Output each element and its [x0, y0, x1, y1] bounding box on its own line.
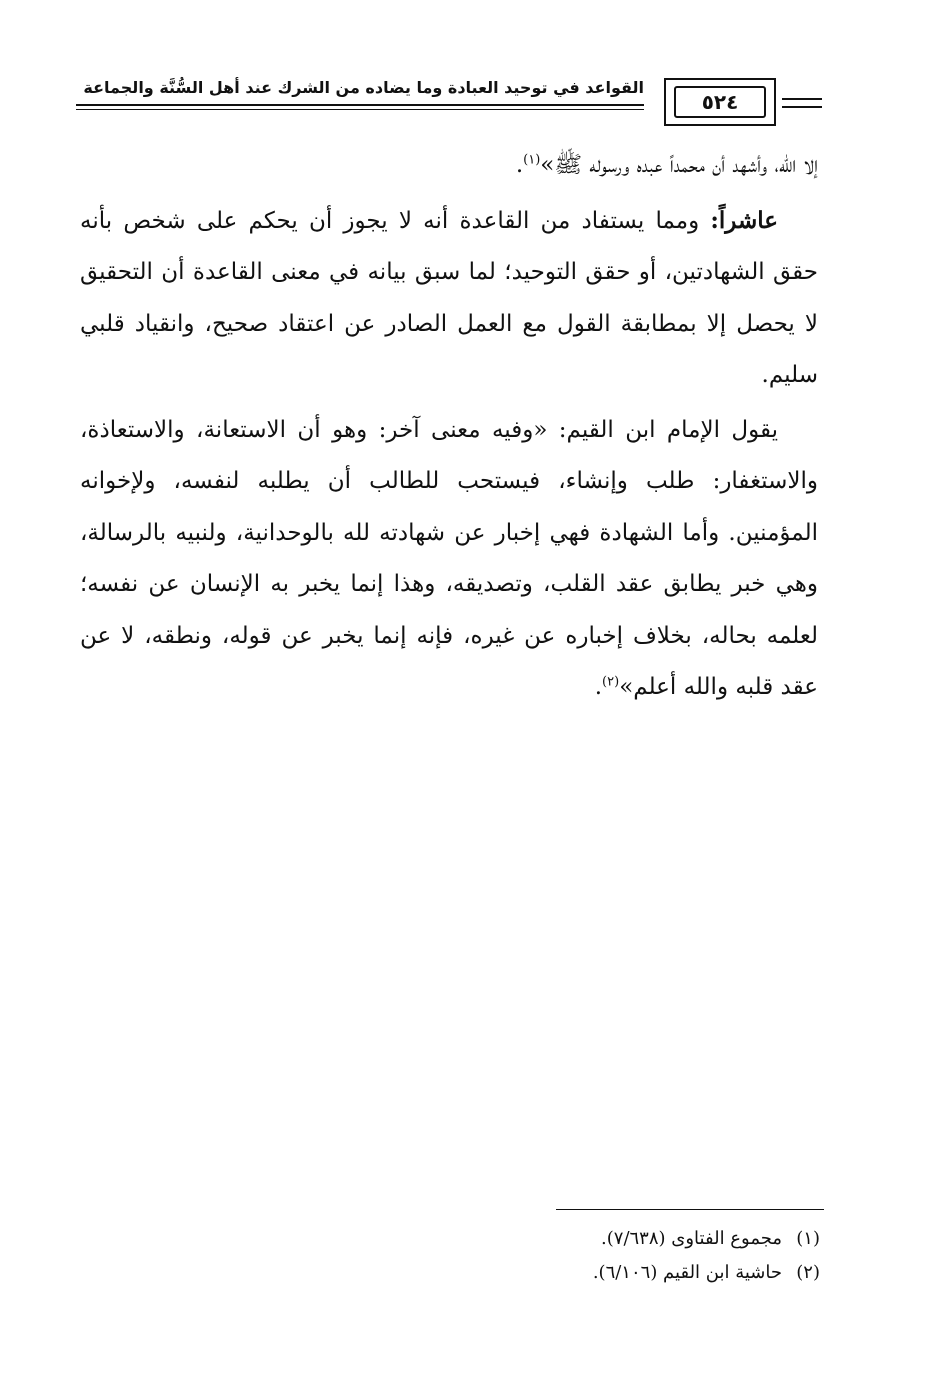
footnote — [320, 1222, 820, 1256]
footnote-ref: (٢) — [602, 674, 620, 690]
footnote-number: (٢) — [796, 1262, 820, 1283]
paragraph — [80, 405, 818, 714]
paragraph-text: إلا الله، وأشهد أن محمداً عبده ورسوله ﷺ» — [540, 152, 818, 178]
page-number: ٥٢٤ — [674, 86, 766, 118]
footnote-ref: (١) — [523, 152, 541, 168]
footnote — [320, 1256, 820, 1290]
footnote-separator — [556, 1209, 824, 1210]
header-rule — [76, 109, 644, 110]
running-header — [76, 76, 822, 132]
footnote-text: مجموع الفتاوى (٧/٦٣٨). — [601, 1228, 782, 1249]
paragraph-text: يقول الإمام ابن القيم: «وفيه معنى آخر: وهو أن الاستعانة، والاستعاذة، والاستغفار: طلب وإنشاء، فيستحب للطالب أن يطلبه لنفسه، ولإخوانه المؤمنين. وأما الشهادة فهي إخبار عن شهادته لله بالوحدانية، ولنبيه بالرسالة، وهي خبر يطابق عقد القلب، وتصديقه، وهذا إنما يخبر به الإنسان عن نفسه؛ لعلمه بحاله، بخلاف إخباره عن غيره، فإنه إنما يخبر عن قوله، ونطقه، لا عن عقد قلبه والله أعلم» — [80, 416, 818, 700]
paragraph — [80, 195, 818, 402]
paragraph-lead: عاشراً: — [710, 206, 778, 234]
header-rule — [76, 104, 644, 106]
header-rule — [782, 98, 822, 100]
paragraph-end: . — [515, 152, 524, 178]
page-number-frame — [664, 78, 776, 126]
footnotes — [320, 1222, 820, 1290]
book-title: القواعد في توحيد العبادة وما يضاده من الشرك عند أهل السُّنَّة والجماعة — [83, 78, 644, 97]
footnote-text: حاشية ابن القيم (٦/١٠٦). — [592, 1262, 782, 1283]
main-text — [80, 140, 818, 714]
paragraph-end: . — [594, 674, 603, 700]
footnote-number: (١) — [796, 1228, 820, 1249]
header-rule — [782, 106, 822, 108]
paragraph-text: ومما يستفاد من القاعدة أنه لا يجوز أن يحكم على شخص بأنه حقق الشهادتين، أو حقق التوحيد؛ لما سبق بيانه في معنى القاعدة أن التحقيق لا يحصل إلا بمطابقة القول مع العمل الصادر عن اعتقاد صحيح، وانقياد قلبي سليم. — [80, 207, 818, 388]
paragraph — [80, 140, 818, 192]
